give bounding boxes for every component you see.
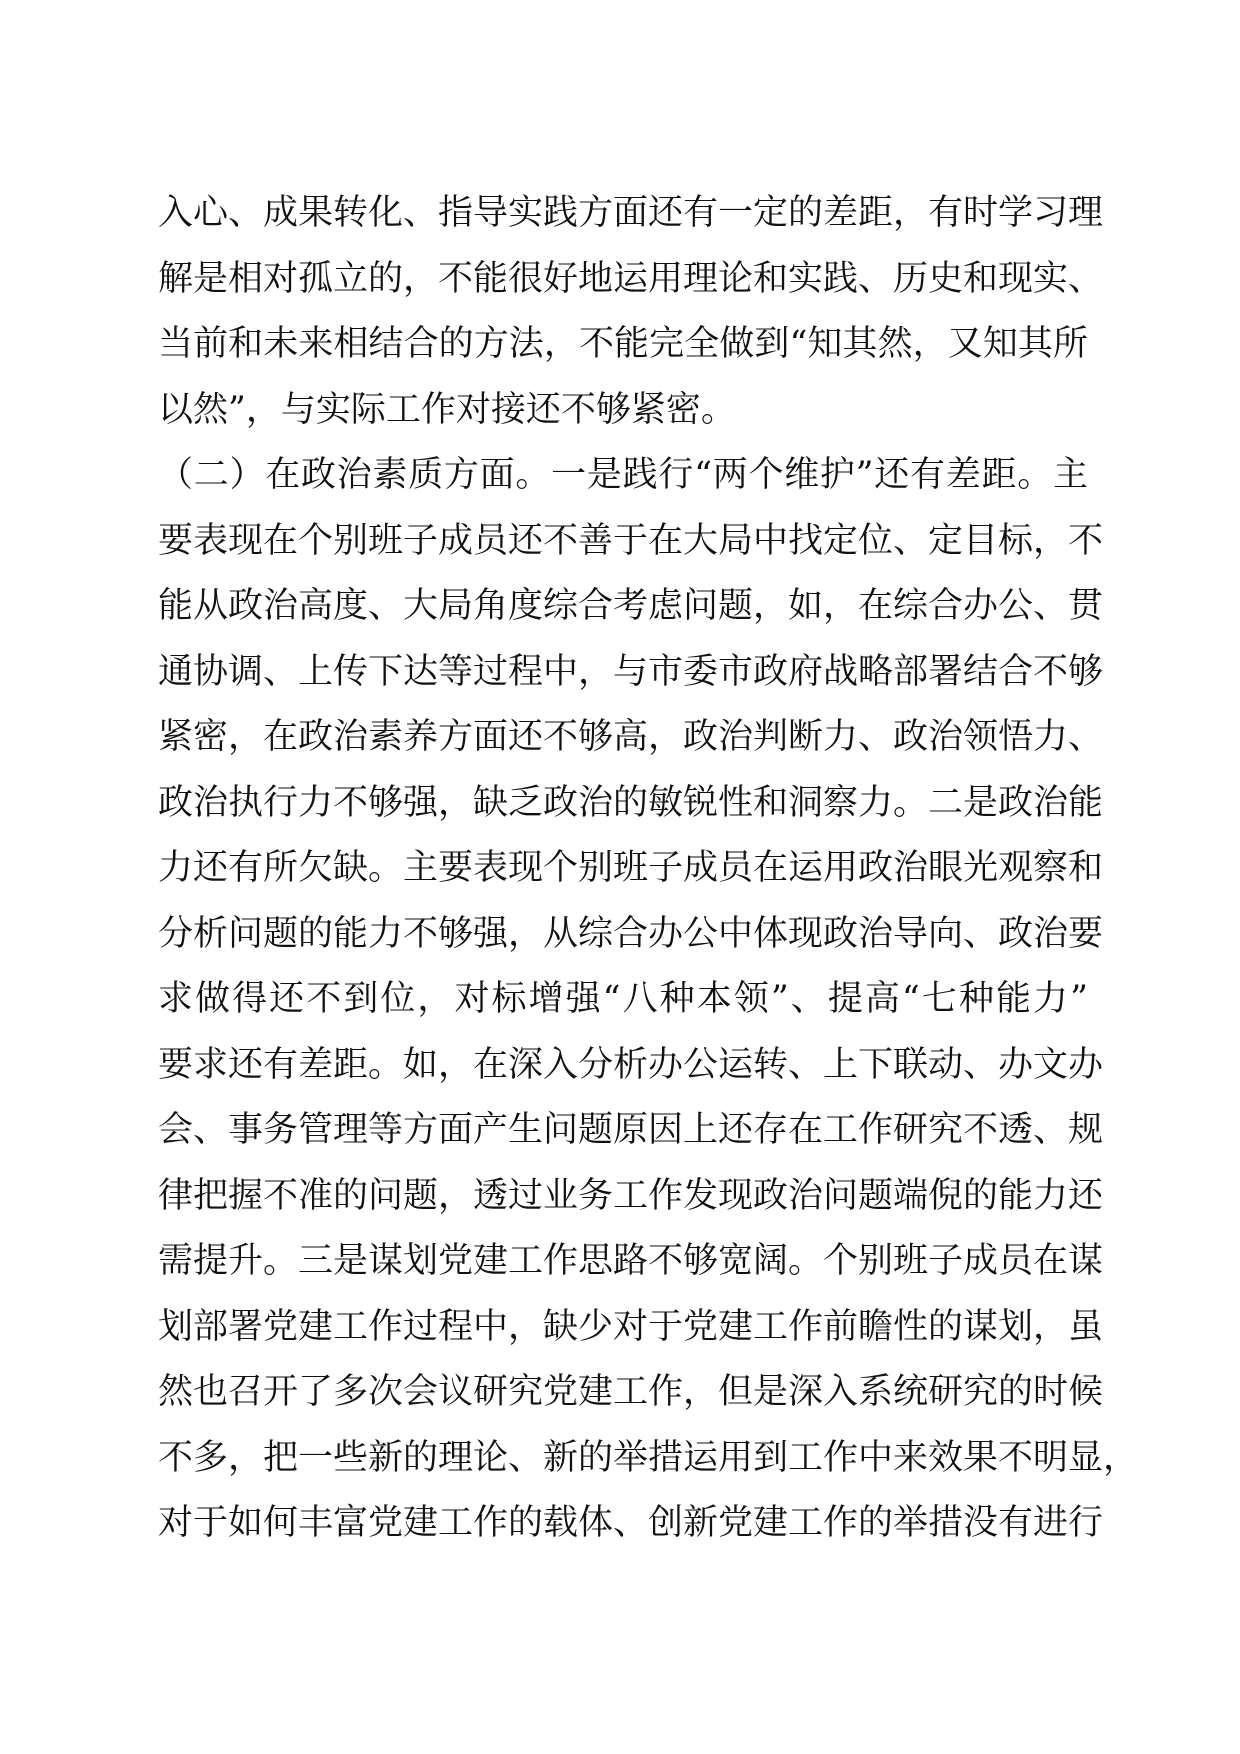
text-line-15: 会、事务管理等方面产生问题原因上还存在工作研究不透、规 bbox=[158, 1110, 1104, 1150]
text-line-9: 紧密，在政治素养方面还不够高，政治判断力、政治领悟力、 bbox=[158, 717, 1104, 757]
body-text bbox=[158, 181, 1139, 1557]
text-line-16: 律把握不准的问题，透过业务工作发现政治问题端倪的能力还 bbox=[158, 1175, 1104, 1216]
text-line-17: 需提升。三是谋划党建工作思路不够宽阔。个别班子成员在谋 bbox=[158, 1241, 1104, 1281]
text-line-11: 力还有所欠缺。主要表现个别班子成员在运用政治眼光观察和 bbox=[158, 848, 1104, 888]
text-line-4: 以然”，与实际工作对接还不够紧密。 bbox=[158, 389, 736, 430]
text-line-12: 分析问题的能力不够强，从综合办公中体现政治导向、政治要 bbox=[158, 913, 1104, 954]
text-line-10: 政治执行力不够强，缺乏政治的敏锐性和洞察力。二是政治能 bbox=[158, 782, 1104, 823]
text-line-19: 然也召开了多次会议研究党建工作，但是深入系统研究的时候 bbox=[158, 1372, 1104, 1412]
text-line-18: 划部署党建工作过程中，缺少对于党建工作前瞻性的谋划，虽 bbox=[158, 1306, 1104, 1347]
text-line-2: 解是相对孤立的，不能很好地运用理论和实践、历史和现实、 bbox=[158, 258, 1104, 299]
text-line-7: 能从政治高度、大局角度综合考虑问题，如，在综合办公、贯 bbox=[158, 586, 1104, 626]
text-line-21: 对于如何丰富党建工作的载体、创新党建工作的举措没有进行 bbox=[158, 1503, 1104, 1543]
text-line-1: 入心、成果转化、指导实践方面还有一定的差距，有时学习理 bbox=[158, 193, 1104, 233]
text-line-5: （二）在政治素质方面。一是践行“两个维护”还有差距。主 bbox=[158, 455, 1088, 495]
text-line-14: 要求还有差距。如，在深入分析办公运转、上下联动、办文办 bbox=[158, 1044, 1104, 1085]
text-line-13: 求做得还不到位，对标增强“八种本领”、提高“七种能力” bbox=[158, 979, 1088, 1019]
text-line-3: 当前和未来相结合的方法，不能完全做到“知其然，又知其所 bbox=[158, 324, 1088, 364]
text-line-20: 不多，把一些新的理论、新的举措运用到工作中来效果不明显， bbox=[158, 1437, 1139, 1478]
text-line-8: 通协调、上传下达等过程中，与市委市政府战略部署结合不够 bbox=[158, 651, 1104, 692]
text-line-6: 要表现在个别班子成员还不善于在大局中找定位、定目标，不 bbox=[158, 520, 1104, 561]
